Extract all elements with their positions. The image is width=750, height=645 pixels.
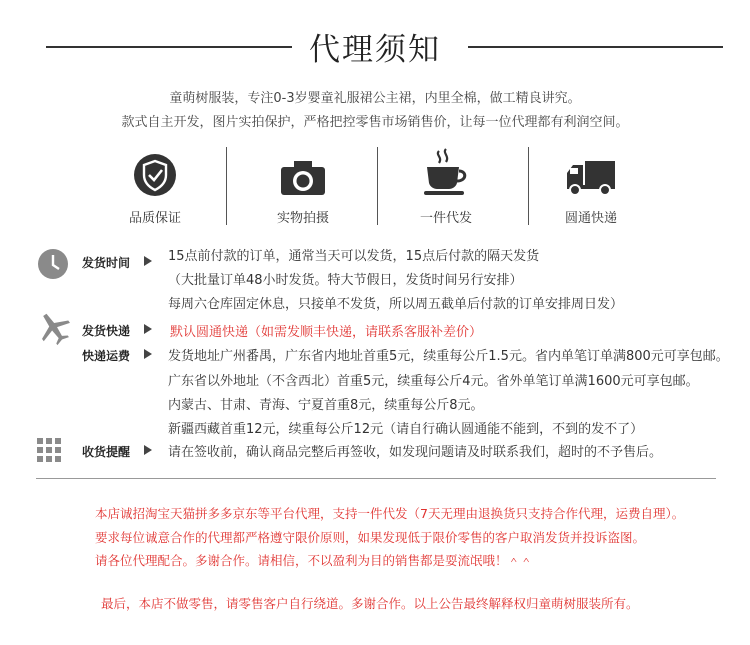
feature-express [536, 145, 646, 226]
coffee-cup-icon [421, 147, 471, 197]
notice-line-4: 最后，本店不做零售，请零售客户自行绕道。多谢合作。以上公告最终解释权归童萌树服装所有。 [101, 596, 639, 611]
divider [36, 478, 716, 479]
shield-check-icon [133, 153, 177, 197]
intro-line-2: 款式自主开发，图片实拍保护，严格把控零售市场销售价，让每一位代理都有利润空间。 [121, 115, 629, 130]
ship-time-line-2: （大批量订单48小时发货。特大节假日，发货时间另行安排） [168, 273, 523, 288]
feature-label: 圆通快递 [564, 211, 617, 226]
shipping-fee-line-4: 新疆西藏首重12元，续重每公斤12元（请自行确认圆通能不能到，不到的发不了） [168, 422, 644, 437]
intro-line-1: 童萌树服装，专注0-3岁婴童礼服裙公主裙，内里全棉，做工精良讲究。 [169, 91, 581, 106]
feature-label: 品质保证 [128, 211, 181, 226]
arrow-icon [144, 445, 152, 455]
arrow-icon [144, 349, 152, 359]
grid-icon [37, 438, 61, 462]
express-label: 发货快递 [82, 324, 131, 338]
page-title: 代理须知 [309, 32, 441, 68]
divider [226, 147, 227, 225]
divider [377, 147, 378, 225]
shipping-fee-line-3: 内蒙古、甘肃、青海、宁夏首重8元，续重每公斤8元。 [168, 398, 484, 413]
feature-label: 一件代发 [419, 211, 472, 226]
clock-icon [37, 248, 69, 280]
shipping-fee-line-2: 广东省以外地址（不含西北）首重5元，续重每公斤4元。省外单笔订单满1600元可享包邮。 [168, 374, 699, 389]
truck-icon [565, 159, 617, 197]
arrow-icon [144, 256, 152, 266]
divider [528, 147, 529, 225]
ship-time-line-3: 每周六仓库固定休息，只接单不发货，所以周五截单后付款的订单安排周日发） [168, 297, 624, 312]
feature-dropship [391, 145, 501, 226]
notice-line-1: 本店诚招淘宝天猫拼多多京东等平台代理，支持一件代发（7天无理由退换货只支持合作代理，运费自理）。 [95, 506, 685, 521]
feature-photo [248, 145, 358, 226]
shipping-fee-line-1: 发货地址广州番禺，广东省内地址首重5元，续重每公斤1.5元。省内单笔订单满800元可享包邮。 [168, 349, 729, 364]
feature-label: 实物拍摄 [276, 211, 329, 226]
camera-icon [279, 159, 327, 197]
ship-time-line-1: 15点前付款的订单，通常当天可以发货，15点后付款的隔天发货 [168, 249, 540, 264]
receipt-line: 请在签收前，确认商品完整后再签收，如发现问题请及时联系我们，超时的不予售后。 [168, 445, 663, 460]
express-line: 默认圆通快递（如需发顺丰快递，请联系客服补差价） [170, 325, 483, 340]
notice-line-3: 请各位代理配合。多谢合作。请相信，不以盈利为目的销售都是耍流氓哦！＾＾ [95, 553, 533, 568]
ship-time-label: 发货时间 [82, 256, 131, 270]
notice-line-2: 要求每位诚意合作的代理都严格遵守限价原则，如果发现低于限价零售的客户取消发货并投诉盗图。 [95, 530, 646, 545]
arrow-icon [144, 324, 152, 334]
feature-quality [100, 145, 210, 226]
shipping-fee-label: 快递运费 [82, 349, 131, 363]
receipt-label: 收货提醒 [82, 445, 131, 459]
airplane-icon [36, 310, 72, 346]
